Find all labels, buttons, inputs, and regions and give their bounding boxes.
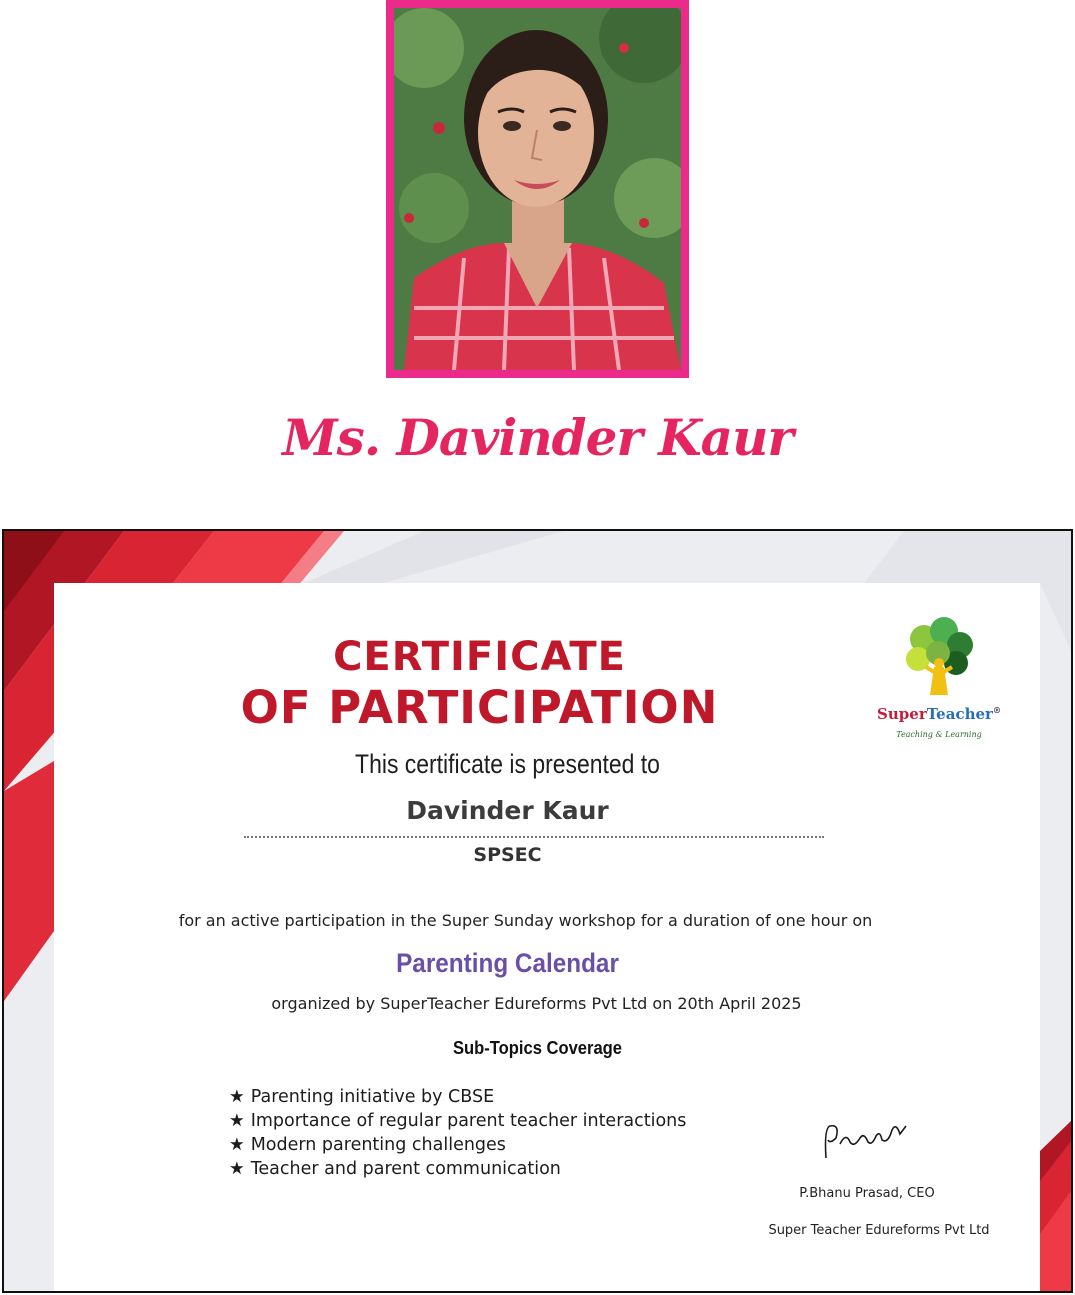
- list-item: ★ Teacher and parent communication: [229, 1159, 561, 1179]
- star-icon: ★: [229, 1135, 245, 1155]
- logo-tagline: Teaching & Learning: [896, 730, 982, 739]
- recipient-name: Davinder Kaur: [406, 796, 609, 825]
- profile-photo: [386, 0, 689, 378]
- star-icon: ★: [229, 1159, 245, 1179]
- superteacher-logo: [874, 617, 1004, 747]
- registered-mark: ®: [992, 705, 1001, 715]
- subtopics-heading: Sub-Topics Coverage: [452, 1038, 622, 1058]
- list-item: ★ Modern parenting challenges: [229, 1135, 506, 1155]
- workshop-title: Parenting Calendar: [396, 948, 619, 978]
- school-name: SPSEC: [473, 844, 542, 866]
- certificate-title-line-2: OF PARTICIPATION: [240, 681, 719, 734]
- certificate-title-line-1: CERTIFICATE: [333, 634, 626, 680]
- logo-brand: [874, 705, 1004, 723]
- star-icon: ★: [229, 1111, 245, 1131]
- subtopics-list: [229, 1085, 686, 1181]
- portrait-image: [394, 8, 681, 370]
- certificate: [2, 529, 1073, 1293]
- signatory-organization: Super Teacher Edureforms Pvt Ltd: [768, 1223, 990, 1238]
- signature-image: [816, 1118, 916, 1164]
- list-item: ★ Parenting initiative by CBSE: [229, 1087, 495, 1107]
- profile-name: Ms. Davinder Kaur: [282, 408, 793, 467]
- participation-text: for an active participation in the Super Sunday workshop for a duration of one hour on: [178, 911, 873, 930]
- star-icon: ★: [229, 1087, 245, 1107]
- logo-brand-part-2: Teacher: [926, 705, 993, 723]
- list-item: ★ Importance of regular parent teacher interactions: [229, 1111, 687, 1131]
- name-underline: [244, 836, 824, 838]
- organized-text: organized by SuperTeacher Edureforms Pvt Ltd on 20th April 2025: [271, 994, 802, 1013]
- tree-icon: [904, 617, 974, 697]
- presented-text: This certificate is presented to: [355, 749, 660, 779]
- logo-brand-part-1: Super: [877, 705, 927, 723]
- signatory-name: P.Bhanu Prasad, CEO: [799, 1186, 935, 1201]
